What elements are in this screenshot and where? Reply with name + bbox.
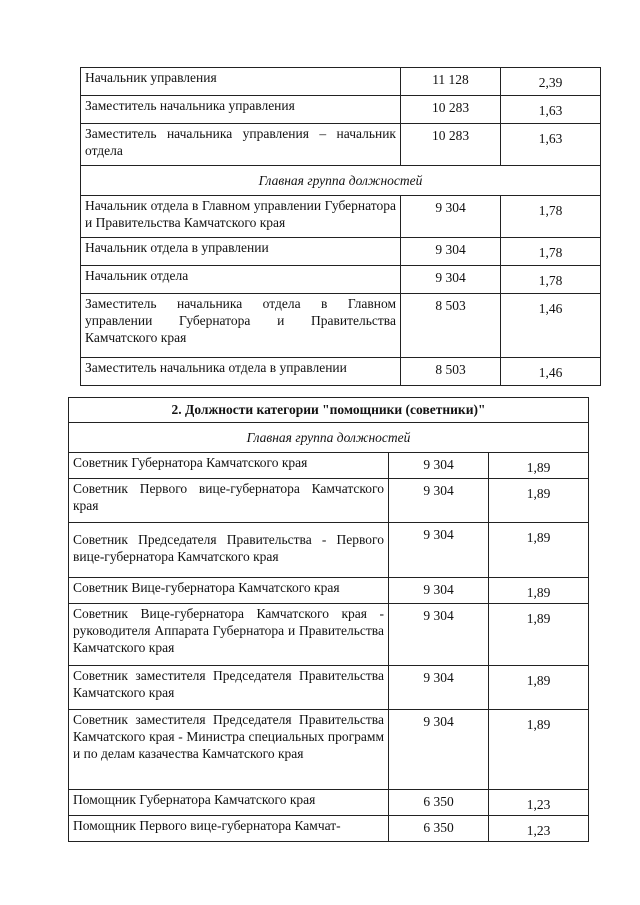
- salary-value: 9 304: [389, 578, 489, 604]
- coefficient-value: 1,63: [501, 124, 601, 166]
- salary-value: 9 304: [389, 666, 489, 710]
- position-name: Начальник отдела: [81, 266, 401, 294]
- group-heading: Главная группа должностей: [69, 423, 589, 453]
- positions-table-bottom: [68, 397, 589, 842]
- salary-value: 10 283: [401, 96, 501, 124]
- coefficient-value: 2,39: [501, 68, 601, 96]
- table-row: [81, 124, 601, 166]
- table-row: [81, 238, 601, 266]
- coefficient-value: 1,23: [489, 790, 589, 816]
- salary-value: 9 304: [389, 604, 489, 666]
- coefficient-value: 1,46: [501, 294, 601, 358]
- salary-value: 9 304: [401, 266, 501, 294]
- salary-value: 6 350: [389, 790, 489, 816]
- position-name: Начальник отдела в Главном управлении Губернатора и Правительства Камчатского края: [81, 196, 401, 238]
- table-row: [69, 604, 589, 666]
- table-row: [69, 453, 589, 479]
- coefficient-value: 1,89: [489, 666, 589, 710]
- group-heading: Главная группа должностей: [81, 166, 601, 196]
- salary-value: 6 350: [389, 816, 489, 842]
- table-row: [81, 358, 601, 386]
- table-row: [81, 266, 601, 294]
- coefficient-value: 1,89: [489, 523, 589, 578]
- table-row: [69, 790, 589, 816]
- position-name: Начальник отдела в управлении: [81, 238, 401, 266]
- position-name: Заместитель начальника отдела в Главном управлении Губернатора и Правительства Камчатского края: [81, 294, 401, 358]
- salary-value: 9 304: [389, 479, 489, 523]
- table-row: [81, 96, 601, 124]
- position-name: Советник заместителя Председателя Правительства Камчатского края: [69, 666, 389, 710]
- coefficient-value: 1,89: [489, 604, 589, 666]
- position-name: Советник Вице-губернатора Камчатского края - руководителя Аппарата Губернатора и Правительства Камчатского края: [69, 604, 389, 666]
- coefficient-value: 1,78: [501, 238, 601, 266]
- table-row: [81, 68, 601, 96]
- table-row: [69, 479, 589, 523]
- coefficient-value: 1,63: [501, 96, 601, 124]
- table-row: [69, 710, 589, 790]
- salary-value: 9 304: [389, 453, 489, 479]
- salary-value: 9 304: [401, 196, 501, 238]
- coefficient-value: 1,89: [489, 479, 589, 523]
- salary-value: 8 503: [401, 358, 501, 386]
- position-name: Советник Председателя Правительства - Первого вице-губернатора Камчатского края: [69, 523, 389, 578]
- group-heading-row: [81, 166, 601, 196]
- positions-table-top: [80, 67, 601, 386]
- coefficient-value: 1,23: [489, 816, 589, 842]
- salary-value: 11 128: [401, 68, 501, 96]
- salary-value: 9 304: [401, 238, 501, 266]
- position-name: Заместитель начальника управления: [81, 96, 401, 124]
- coefficient-value: 1,78: [501, 196, 601, 238]
- position-name: Помощник Первого вице-губернатора Камчат-: [69, 816, 389, 842]
- position-name: Советник заместителя Председателя Правительства Камчатского края - Министра специальных программ и по делам казачества Камчатского края: [69, 710, 389, 790]
- section-heading: 2. Должности категории "помощники (советники)": [69, 398, 589, 423]
- table-row: [69, 666, 589, 710]
- salary-value: 9 304: [389, 523, 489, 578]
- position-name: Начальник управления: [81, 68, 401, 96]
- group-heading-row: [69, 423, 589, 453]
- salary-value: 8 503: [401, 294, 501, 358]
- position-name: Помощник Губернатора Камчатского края: [69, 790, 389, 816]
- section-heading-row: [69, 398, 589, 423]
- salary-value: 9 304: [389, 710, 489, 790]
- position-name: Заместитель начальника отдела в управлении: [81, 358, 401, 386]
- position-name: Заместитель начальника управления – начальник отдела: [81, 124, 401, 166]
- table-row: [69, 523, 589, 578]
- salary-value: 10 283: [401, 124, 501, 166]
- coefficient-value: 1,46: [501, 358, 601, 386]
- table-row: [81, 196, 601, 238]
- position-name: Советник Губернатора Камчатского края: [69, 453, 389, 479]
- coefficient-value: 1,89: [489, 453, 589, 479]
- table-row: [81, 294, 601, 358]
- coefficient-value: 1,89: [489, 578, 589, 604]
- table-row: [69, 578, 589, 604]
- coefficient-value: 1,89: [489, 710, 589, 790]
- position-name: Советник Вице-губернатора Камчатского края: [69, 578, 389, 604]
- position-name: Советник Первого вице-губернатора Камчатского края: [69, 479, 389, 523]
- coefficient-value: 1,78: [501, 266, 601, 294]
- table-row: [69, 816, 589, 842]
